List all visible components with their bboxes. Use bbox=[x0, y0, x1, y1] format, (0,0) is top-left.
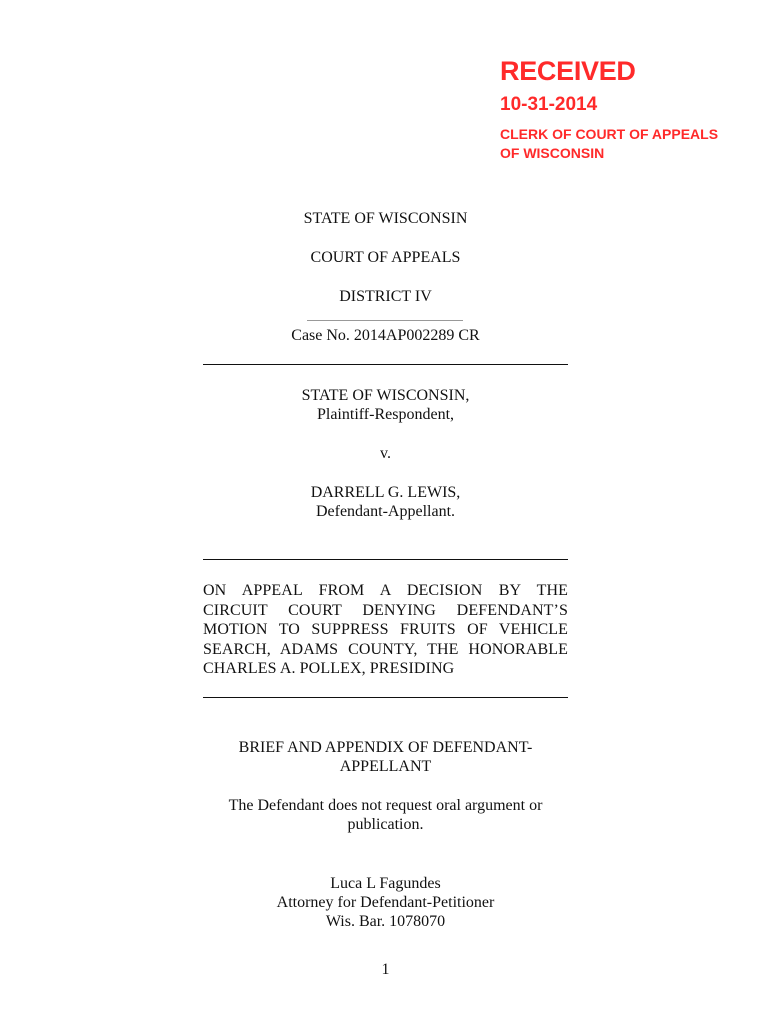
brief-title-line-2: APPELLANT bbox=[339, 758, 432, 775]
brief-title bbox=[203, 738, 568, 776]
attorney-name: Luca L Fagundes bbox=[330, 875, 441, 892]
stamp-clerk-line-1: CLERK OF COURT OF APPEALS bbox=[500, 126, 719, 142]
stamp-received-label: RECEIVED bbox=[500, 56, 636, 86]
versus: v. bbox=[380, 445, 391, 462]
district-underline bbox=[307, 320, 463, 321]
plaintiff-block bbox=[203, 386, 568, 424]
attorney-title: Attorney for Defendant-Petitioner bbox=[276, 894, 495, 911]
plaintiff-role: Plaintiff-Respondent, bbox=[316, 406, 455, 423]
stamp-clerk-line-2: OF WISCONSIN bbox=[500, 145, 605, 161]
appeal-line: MOTION TO SUPPRESS FRUITS OF VEHICLE bbox=[203, 621, 568, 638]
page-number: 1 bbox=[381, 961, 390, 978]
case-number: Case No. 2014AP002289 CR bbox=[291, 327, 480, 344]
brief-title-line-1: BRIEF AND APPENDIX OF DEFENDANT- bbox=[238, 739, 533, 756]
defendant-block bbox=[203, 483, 568, 521]
oral-argument-line-2: publication. bbox=[347, 816, 424, 833]
appeal-line: CIRCUIT COURT DENYING DEFENDANT’S bbox=[203, 601, 568, 619]
plaintiff-name: STATE OF WISCONSIN, bbox=[301, 387, 470, 404]
divider-bottom bbox=[203, 697, 568, 698]
appeal-line: ON APPEAL FROM A DECISION BY THE bbox=[203, 582, 568, 599]
oral-argument-note bbox=[203, 796, 568, 834]
stamp-date: 10-31-2014 bbox=[500, 94, 598, 115]
divider-middle bbox=[203, 559, 568, 560]
defendant-role: Defendant-Appellant. bbox=[315, 503, 456, 520]
divider-top bbox=[203, 364, 568, 365]
appeal-description bbox=[203, 581, 568, 679]
court-district: DISTRICT IV bbox=[339, 288, 432, 305]
appeal-line: SEARCH, ADAMS COUNTY, THE HONORABLE bbox=[203, 640, 568, 658]
oral-argument-line-1: The Defendant does not request oral argument or bbox=[228, 797, 543, 814]
received-stamp bbox=[500, 58, 750, 163]
attorney-bar-number: Wis. Bar. 1078070 bbox=[325, 913, 446, 930]
defendant-name: DARRELL G. LEWIS, bbox=[310, 484, 461, 501]
attorney-block bbox=[203, 874, 568, 931]
court-state: STATE OF WISCONSIN bbox=[303, 210, 468, 227]
stamp-clerk bbox=[500, 125, 750, 163]
appeal-line: CHARLES A. POLLEX, PRESIDING bbox=[203, 660, 455, 677]
court-name: COURT OF APPEALS bbox=[310, 249, 461, 266]
